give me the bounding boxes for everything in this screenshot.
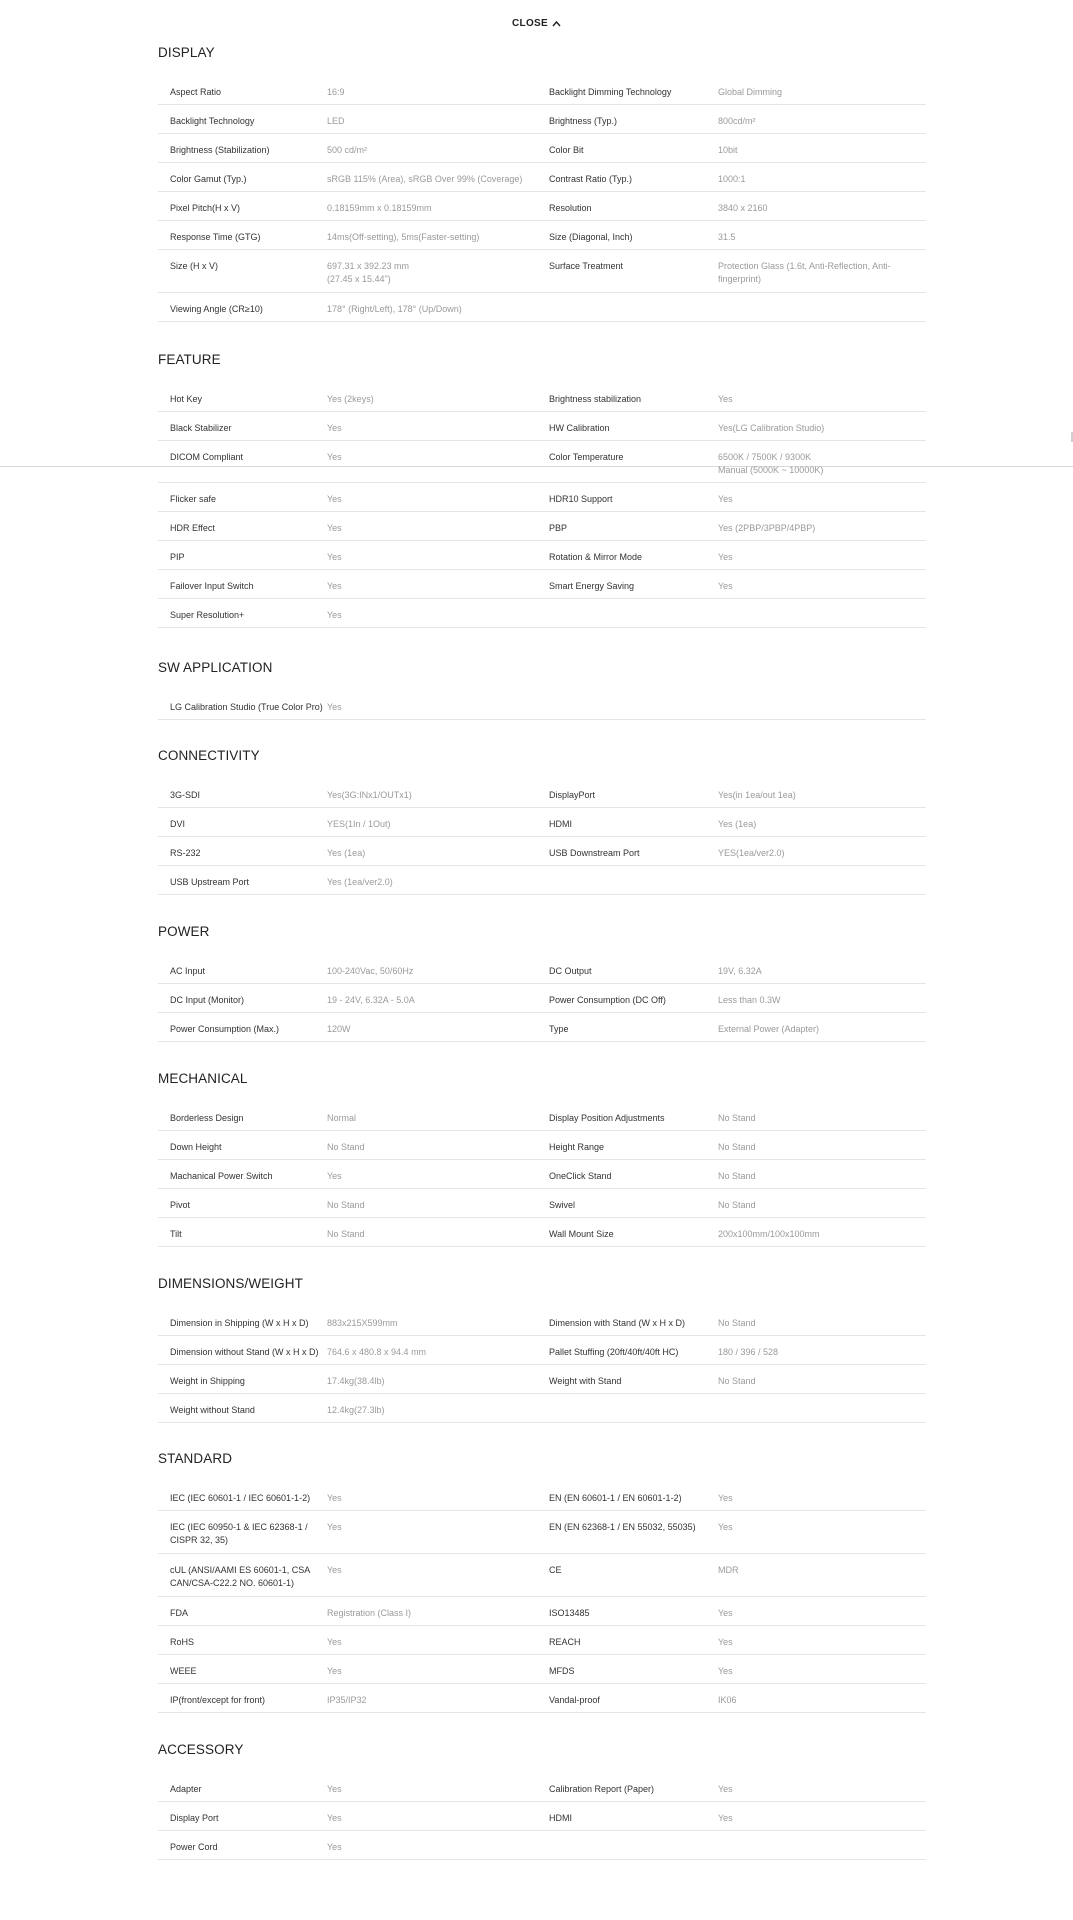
spec-label: Display Port [170,1813,219,1823]
spec-value: Yes (1ea/ver2.0) [327,877,393,887]
spec-label: EN (EN 62368-1 / EN 55032, 55035) [549,1522,696,1532]
spec-section-standard [158,1448,926,1713]
spec-label: Pixel Pitch(H x V) [170,203,241,213]
spec-row [158,570,926,599]
spec-row [158,1189,926,1218]
spec-section-mechanical [158,1068,926,1247]
spec-label: Wall Mount Size [549,1229,614,1239]
spec-label: Size (H x V) [170,261,219,271]
spec-value: Yes [327,423,342,433]
spec-rows [158,691,926,720]
spec-row [158,412,926,441]
spec-section-power [158,921,926,1042]
spec-label: Hot Key [170,394,203,404]
spec-value: Yes(LG Calibration Studio) [718,423,825,433]
spec-value: Yes (2keys) [327,394,374,404]
spec-row [158,984,926,1013]
spec-value: Yes [327,523,342,533]
spec-section-accessory [158,1739,926,1860]
spec-value: Yes [327,610,342,620]
spec-value: Less than 0.3W [718,995,781,1005]
spec-label: MFDS [549,1666,575,1676]
spec-value: IK06 [718,1695,737,1705]
spec-value: 764.6 x 480.8 x 94.4 mm [327,1347,427,1357]
spec-label: RS-232 [170,848,201,858]
spec-value: 19V, 6.32A [718,966,762,976]
spec-label: HW Calibration [549,423,610,433]
spec-row [158,383,926,412]
spec-value: IP35/IP32 [327,1695,367,1705]
spec-value: 31.5 [718,232,736,242]
spec-row [158,1160,926,1189]
spec-label: Dimension with Stand (W x H x D) [549,1318,686,1328]
spec-value: 178° (Right/Left), 178° (Up/Down) [327,304,462,314]
spec-label: OneClick Stand [549,1171,612,1181]
spec-label: Color Gamut (Typ.) [170,174,247,184]
spec-label: Brightness stabilization [549,394,642,404]
spec-row [158,541,926,570]
spec-label: HDMI [549,1813,572,1823]
spec-label: Dimension in Shipping (W x H x D) [170,1318,309,1328]
spec-value: Yes [327,1171,342,1181]
spec-row [158,1554,926,1597]
spec-rows [158,383,926,628]
spec-value: 180 / 396 / 528 [718,1347,779,1357]
spec-label: DC Output [549,966,592,976]
spec-value: Yes (2PBP/3PBP/4PBP) [718,523,816,533]
spec-value: MDR [718,1565,739,1575]
spec-value: 17.4kg(38.4lb) [327,1376,385,1386]
spec-label: Rotation & Mirror Mode [549,552,643,562]
spec-label: HDR10 Support [549,494,613,504]
spec-label: Height Range [549,1142,605,1152]
spec-label: Smart Energy Saving [549,581,635,591]
spec-label: Weight with Stand [549,1376,622,1386]
section-title: POWER [158,924,210,939]
section-title: FEATURE [158,352,221,367]
spec-row [158,105,926,134]
spec-label: Contrast Ratio (Typ.) [549,174,633,184]
spec-label: IEC (IEC 60950-1 & IEC 62368-1 / CISPR 32, 35) [170,1522,308,1545]
spec-label: HDR Effect [170,523,215,533]
spec-value: Normal [327,1113,357,1123]
spec-label: DICOM Compliant [170,452,244,462]
spec-label: IP(front/except for front) [170,1695,266,1705]
spec-row [158,76,926,105]
spec-label: Brightness (Stabilization) [170,145,270,155]
spec-row [158,1802,926,1831]
spec-section-display [158,42,926,322]
spec-value: No Stand [327,1229,365,1239]
spec-label: USB Upstream Port [170,877,250,887]
spec-label: HDMI [549,819,572,829]
spec-value: No Stand [718,1171,756,1181]
spec-label: Vandal-proof [549,1695,600,1705]
spec-row [158,599,926,628]
spec-row [158,1013,926,1042]
spec-row [158,163,926,192]
spec-row [158,1307,926,1336]
spec-label: Aspect Ratio [170,87,222,97]
spec-row [158,779,926,808]
spec-label: Black Stabilizer [170,423,232,433]
spec-value: Global Dimming [718,87,783,97]
spec-rows [158,779,926,895]
spec-rows [158,955,926,1042]
spec-label: Super Resolution+ [170,610,245,620]
spec-value: 19 - 24V, 6.32A - 5.0A [327,995,415,1005]
spec-row [158,1336,926,1365]
spec-row [158,192,926,221]
spec-value: Yes [327,1784,342,1794]
spec-value: LED [327,116,345,126]
spec-label: Borderless Design [170,1113,244,1123]
spec-value: Yes [327,452,342,462]
spec-label: Power Consumption (Max.) [170,1024,280,1034]
spec-value: No Stand [327,1142,365,1152]
spec-value: Yes [718,1522,733,1532]
spec-row [158,1684,926,1713]
section-title: ACCESSORY [158,1742,244,1757]
spec-value: Yes [718,1637,733,1647]
spec-label: ISO13485 [549,1608,590,1618]
spec-row [158,293,926,322]
spec-row [158,1655,926,1684]
close-label: CLOSE [512,18,548,29]
spec-label: PBP [549,523,568,533]
spec-row [158,808,926,837]
spec-row [158,512,926,541]
spec-value: Yes [718,1813,733,1823]
spec-value: Yes [718,1666,733,1676]
spec-value: Yes [327,552,342,562]
spec-row [158,1831,926,1860]
spec-value: Yes(3G:INx1/OUTx1) [327,790,412,800]
spec-label: Resolution [549,203,592,213]
spec-value: Yes [718,494,733,504]
spec-label: Adapter [170,1784,202,1794]
spec-section-feature [158,349,926,628]
spec-label: Calibration Report (Paper) [549,1784,655,1794]
spec-label: Pivot [170,1200,191,1210]
spec-label: Color Temperature [549,452,624,462]
spec-label: AC Input [170,966,206,976]
spec-value: 6500K / 7500K / 9300K Manual (5000K ~ 10000K) [718,452,824,475]
close-button[interactable] [512,18,561,29]
spec-value: Yes [327,1666,342,1676]
spec-value: Yes [327,1637,342,1647]
spec-value: No Stand [718,1113,756,1123]
spec-value: 1000:1 [718,174,746,184]
spec-value: Yes [327,494,342,504]
spec-value: 200x100mm/100x100mm [718,1229,820,1239]
spec-label: Failover Input Switch [170,581,254,591]
spec-label: Swivel [549,1200,576,1210]
spec-label: FDA [170,1608,188,1618]
spec-value: 120W [327,1024,351,1034]
spec-value: 3840 x 2160 [718,203,768,213]
spec-row [158,837,926,866]
spec-label: Viewing Angle (CR≥10) [170,304,263,314]
spec-value: Yes [718,394,733,404]
spec-row [158,134,926,163]
spec-label: REACH [549,1637,581,1647]
spec-label: Pallet Stuffing (20ft/40ft/40ft HC) [549,1347,679,1357]
spec-row [158,866,926,895]
spec-row [158,955,926,984]
spec-label: Weight in Shipping [170,1376,245,1386]
spec-label: USB Downstream Port [549,848,640,858]
section-title: DISPLAY [158,45,215,60]
spec-label: EN (EN 60601-1 / EN 60601-1-2) [549,1493,682,1503]
spec-row [158,1773,926,1802]
spec-row [158,1482,926,1511]
spec-label: WEEE [170,1666,197,1676]
spec-row [158,1131,926,1160]
spec-value: Yes [718,552,733,562]
section-title: STANDARD [158,1451,233,1466]
spec-row [158,441,926,483]
section-title: SW APPLICATION [158,660,273,675]
spec-value: 16:9 [327,87,345,97]
spec-rows [158,1102,926,1247]
spec-value: Yes(in 1ea/out 1ea) [718,790,796,800]
spec-rows [158,76,926,322]
spec-value: No Stand [718,1376,756,1386]
spec-label: Display Position Adjustments [549,1113,665,1123]
spec-label: CE [549,1565,562,1575]
section-title: MECHANICAL [158,1071,248,1086]
spec-value: No Stand [718,1318,756,1328]
spec-rows [158,1307,926,1423]
spec-label: Machanical Power Switch [170,1171,273,1181]
spec-value: Yes [327,1813,342,1823]
spec-value: Yes [327,1493,342,1503]
spec-label: RoHS [170,1637,195,1647]
spec-value: 500 cd/m² [327,145,368,155]
spec-section-sw-application [158,657,926,720]
chevron-up-icon [552,20,561,27]
spec-label: Backlight Dimming Technology [549,87,672,97]
spec-value: 12.4kg(27.3lb) [327,1405,385,1415]
spec-value: Yes [327,1565,342,1575]
spec-label: Weight without Stand [170,1405,255,1415]
spec-rows [158,1482,926,1713]
spec-row [158,483,926,512]
spec-label: Dimension without Stand (W x H x D) [170,1347,319,1357]
spec-label: Backlight Technology [170,116,255,126]
spec-label: cUL (ANSI/AAMI ES 60601-1, CSA CAN/CSA-C22.2 NO. 60601-1) [170,1565,310,1588]
spec-value: No Stand [718,1142,756,1152]
spec-value: YES(1In / 1Out) [327,819,391,829]
spec-section-connectivity [158,745,926,895]
section-title: CONNECTIVITY [158,748,260,763]
spec-value: Yes [327,581,342,591]
spec-label: DisplayPort [549,790,596,800]
spec-label: Response Time (GTG) [170,232,261,242]
spec-row [158,691,926,720]
spec-row [158,221,926,250]
spec-label: PIP [170,552,185,562]
spec-label: Type [549,1024,569,1034]
spec-value: Yes (1ea) [718,819,757,829]
spec-value: Yes (1ea) [327,848,366,858]
spec-value: 0.18159mm x 0.18159mm [327,203,432,213]
spec-row [158,1597,926,1626]
spec-label: DVI [170,819,186,829]
spec-label: Power Consumption (DC Off) [549,995,666,1005]
section-title: DIMENSIONS/WEIGHT [158,1276,303,1291]
spec-value: Yes [718,1608,733,1618]
spec-value: 697.31 x 392.23 mm (27.45 x 15.44") [327,261,410,284]
spec-value: Protection Glass (1.6t, Anti-Reflection, Anti-fingerprint) [718,261,891,284]
spec-value: Yes [327,1522,342,1532]
spec-label: 3G-SDI [170,790,201,800]
spec-value: No Stand [718,1200,756,1210]
spec-row [158,1394,926,1423]
spec-value: 10bit [718,145,738,155]
spec-value: Yes [718,581,733,591]
spec-label: Brightness (Typ.) [549,116,618,126]
spec-label: Surface Treatment [549,261,624,271]
spec-label: Color Bit [549,145,584,155]
spec-value: Yes [327,702,342,712]
spec-label: Size (Diagonal, Inch) [549,232,633,242]
spec-label: Down Height [170,1142,222,1152]
spec-rows [158,1773,926,1860]
spec-value: 800cd/m² [718,116,756,126]
spec-section-dimensions-weight [158,1273,926,1423]
spec-value: No Stand [327,1200,365,1210]
spec-value: Yes [327,1842,342,1852]
spec-value: Yes [718,1493,733,1503]
spec-value: 100-240Vac, 50/60Hz [327,966,414,976]
spec-label: DC Input (Monitor) [170,995,245,1005]
spec-value: sRGB 115% (Area), sRGB Over 99% (Coverage) [327,174,523,184]
spec-value: 14ms(Off-setting), 5ms(Faster-setting) [327,232,480,242]
spec-label: Flicker safe [170,494,217,504]
spec-value: Registration (Class I) [327,1608,412,1618]
spec-row [158,250,926,293]
spec-value: External Power (Adapter) [718,1024,820,1034]
spec-label: LG Calibration Studio (True Color Pro) [170,702,323,712]
spec-value: Yes [718,1784,733,1794]
spec-row [158,1102,926,1131]
spec-row [158,1626,926,1655]
spec-label: Tilt [170,1229,182,1239]
spec-value: YES(1ea/ver2.0) [718,848,785,858]
spec-row [158,1218,926,1247]
spec-row [158,1511,926,1554]
spec-label: Power Cord [170,1842,218,1852]
spec-label: IEC (IEC 60601-1 / IEC 60601-1-2) [170,1493,311,1503]
spec-row [158,1365,926,1394]
spec-value: 883x215X599mm [327,1318,398,1328]
